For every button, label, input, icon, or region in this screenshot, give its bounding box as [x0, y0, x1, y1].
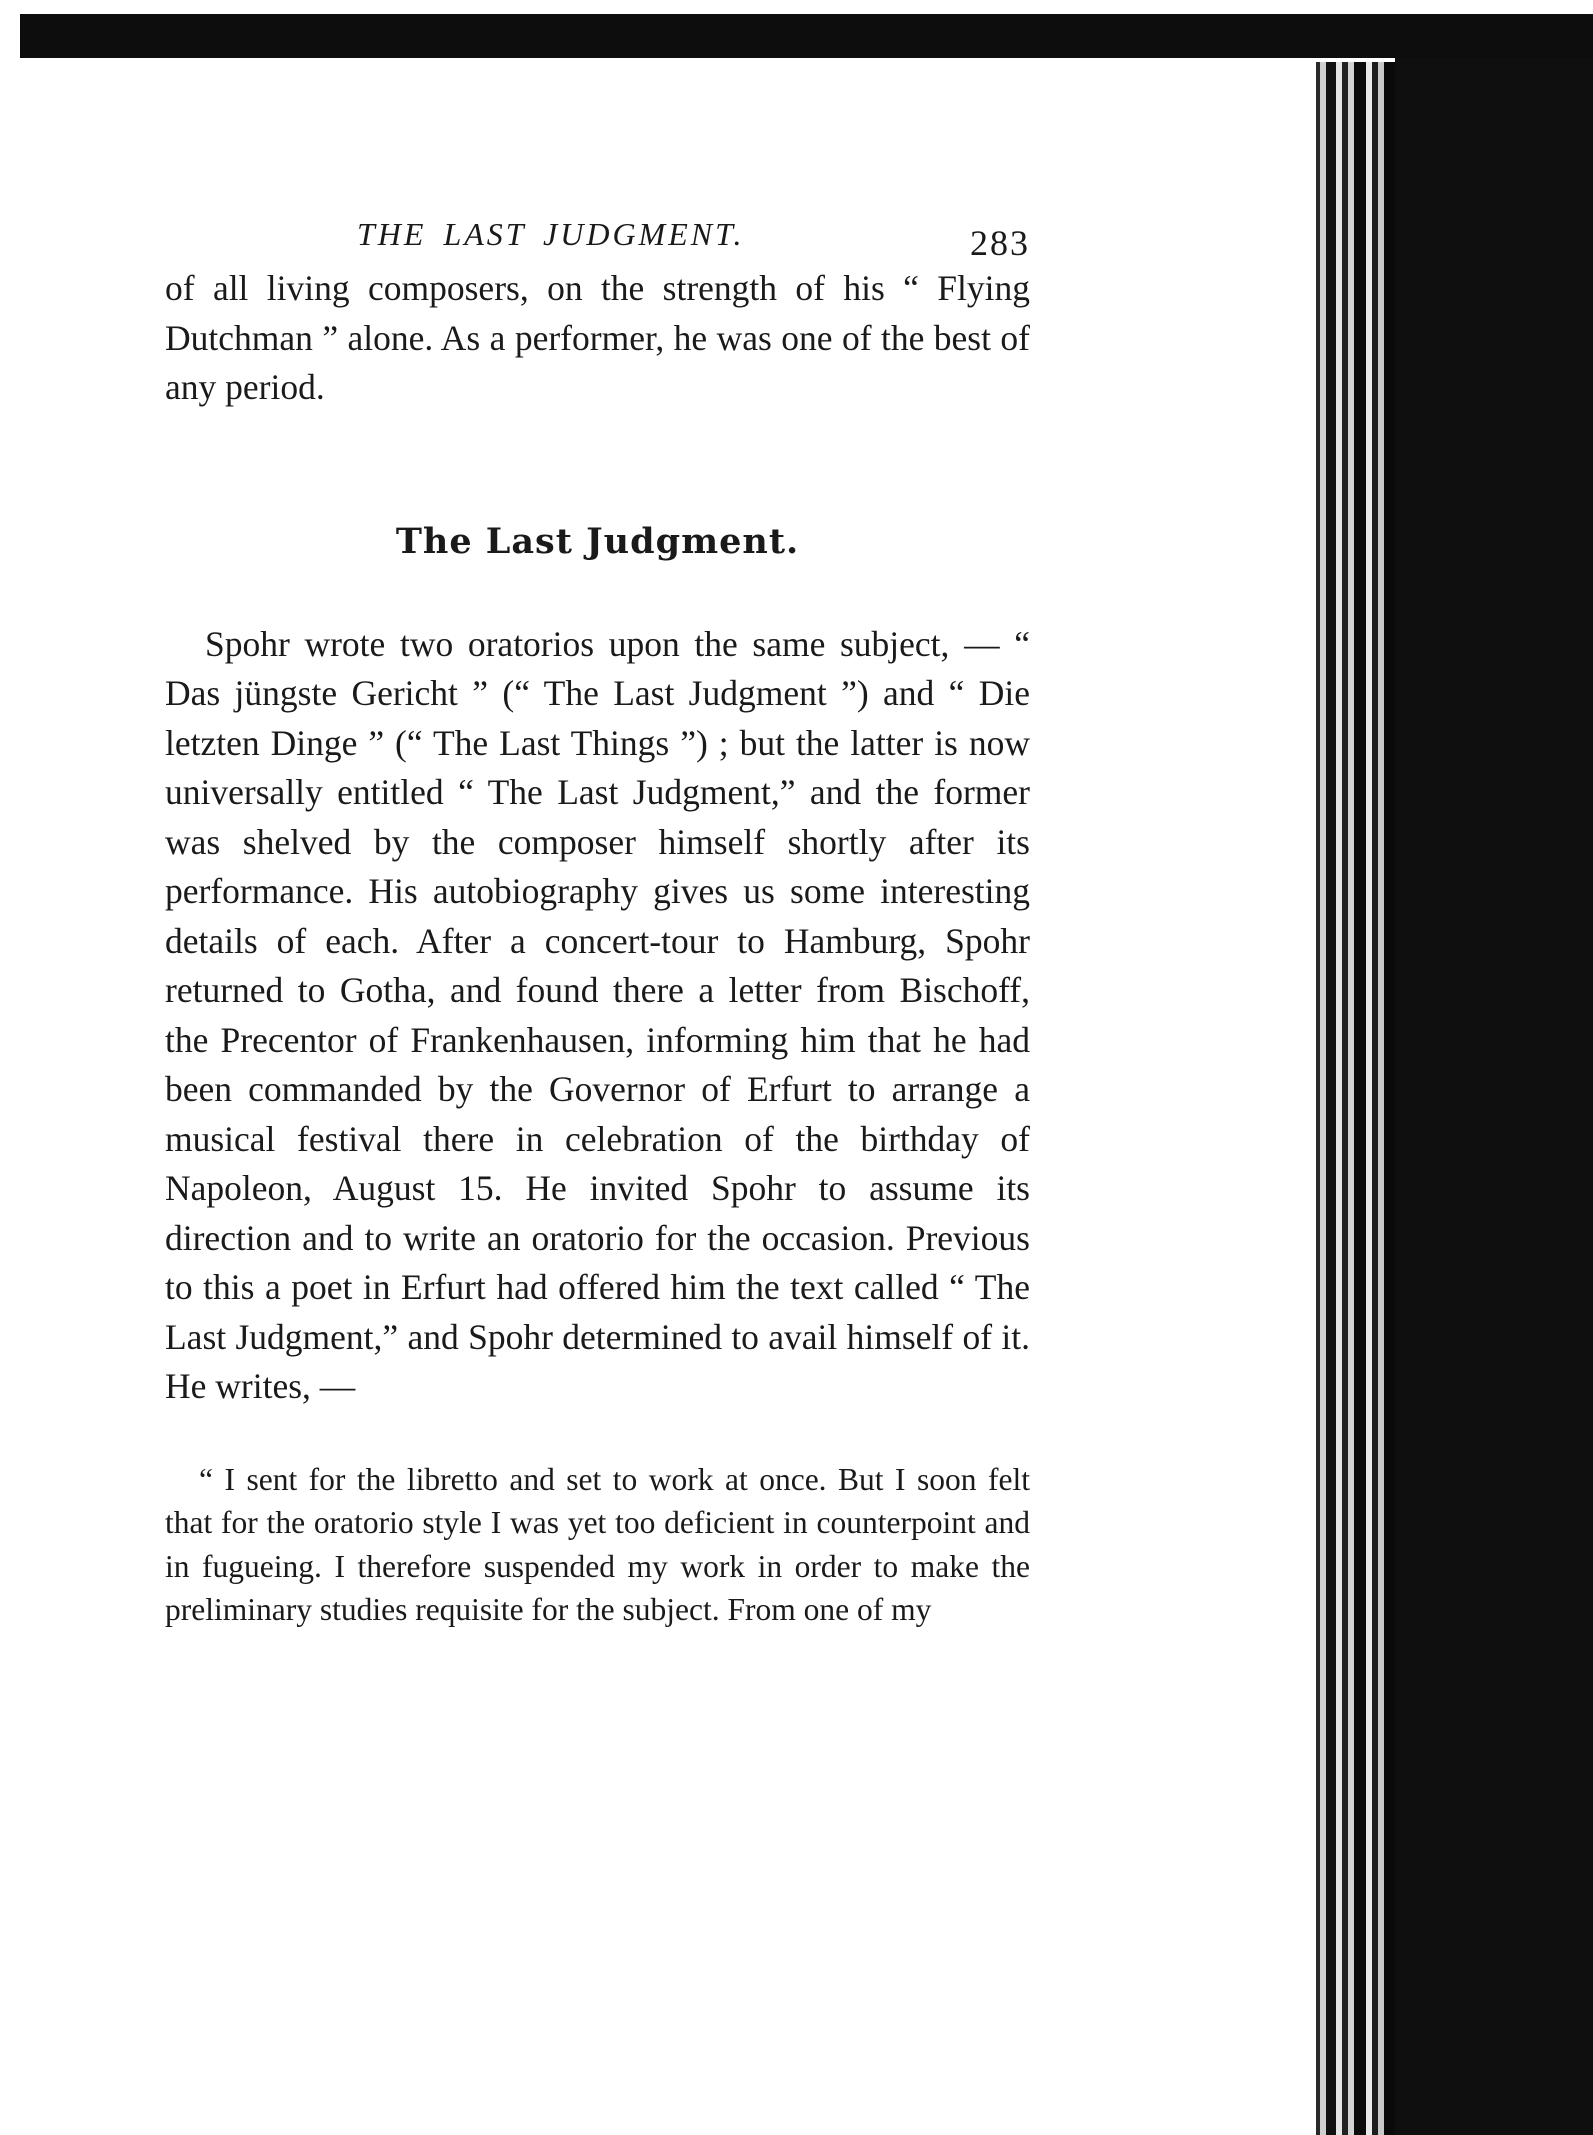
running-head — [165, 200, 1030, 263]
intro-paragraph: of all living composers, on the strength of his “ Flying Dutchman ” alone. As a performer, he was one of the best of any period. — [165, 268, 1030, 407]
quote-paragraph: “ I sent for the libretto and set to work at once. But I soon felt that for the oratorio style I was yet too deficient in counterpoint and in fugueing. I therefore suspended my work in order to make the preliminary studies requisite for the subject. From one of my — [165, 1461, 1030, 1627]
scan-top-border — [20, 14, 1593, 58]
section-title: The Last Judgment. — [395, 520, 800, 562]
page-edge-shadow — [1395, 58, 1593, 2135]
page-number: 283 — [970, 223, 1030, 263]
page-edge-stripe — [1326, 62, 1336, 2135]
page-edge-stripe — [1316, 62, 1320, 2135]
body-paragraph: Spohr wrote two oratorios upon the same subject, — “ Das jüngste Gericht ” (“ The Last Judgment ”) and “ Die letzten Dinge ” (“ The Last Things ”) ; but the latter is now universally entitled “ The Last Judgment,” and the former was shelved by the composer himself shortly after its performance. His autobiography gives us some interesting details of each. After a concert-tour to Hamburg, Spohr returned to Gotha, and found there a letter from Bischoff, the Precentor of Frankenhausen, informing him that he had been commanded by the Governor of Erfurt to arrange a musical festival there in celebration of the birthday of Napoleon, August 15. He invited Spohr to assume its direction and to write an oratorio for the occasion. Previous to this a poet in Erfurt had offered him the text called “ The Last Judgment,” and Spohr determined to avail himself of it. He writes, — — [165, 623, 1030, 1406]
running-title: THE LAST JUDGMENT. — [357, 216, 745, 252]
page-edge-stripe — [1384, 62, 1395, 2135]
page-edge-stripe — [1354, 62, 1366, 2135]
book-page — [165, 200, 1030, 1632]
